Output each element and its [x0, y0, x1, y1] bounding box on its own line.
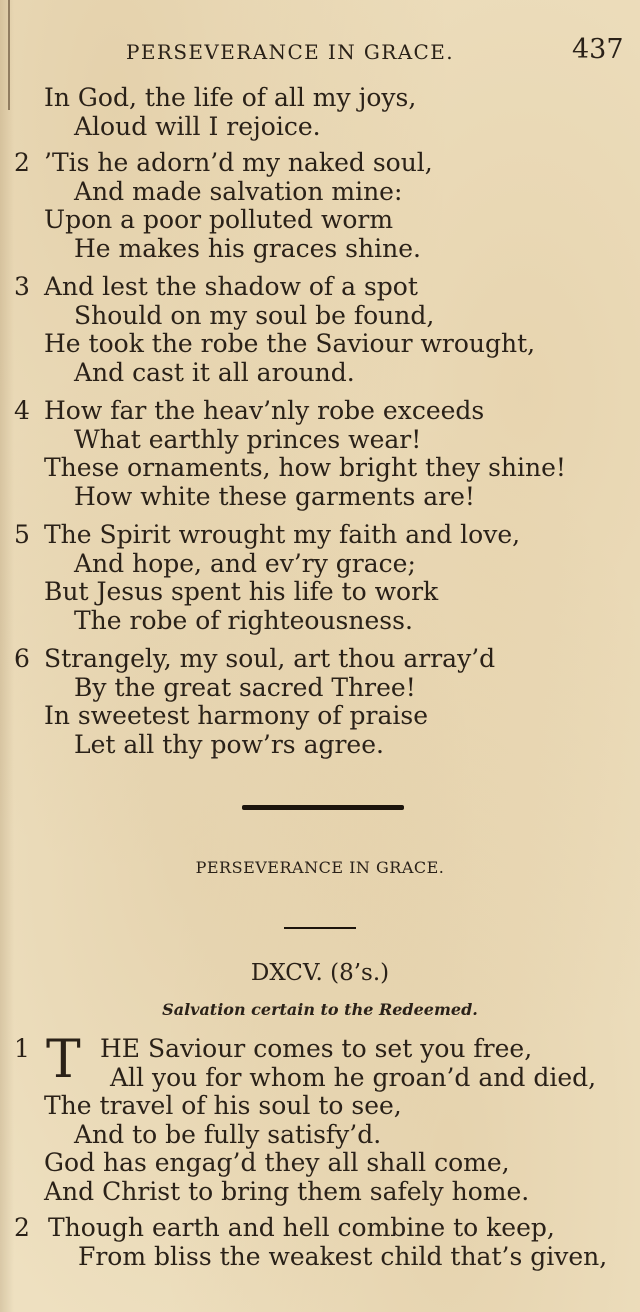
title-rule	[284, 927, 356, 929]
stanza-number: 2	[14, 1213, 30, 1242]
verse-line: The Spirit wrought my faith and love,	[44, 520, 521, 549]
stanza-number: 2	[14, 148, 30, 177]
verse-line: And lest the shadow of a spot	[44, 272, 418, 301]
verse-line: He makes his graces shine.	[74, 234, 421, 263]
verse-line: And to be fully satisfy’d.	[74, 1120, 382, 1149]
verse-line: HE Saviour comes to set you free,	[100, 1034, 533, 1063]
verse-line: ’Tis he adorn’d my naked soul,	[44, 148, 433, 177]
stanza-number: 1	[14, 1034, 30, 1063]
stanza-number: 4	[14, 396, 30, 425]
verse-line: And hope, and ev’ry grace;	[74, 549, 416, 578]
section-title: PERSEVERANCE IN GRACE.	[195, 858, 445, 877]
verse-line: The robe of righteousness.	[74, 606, 413, 635]
verse-line: The travel of his soul to see,	[44, 1091, 402, 1120]
running-title: PERSEVERANCE IN GRACE.	[126, 40, 455, 64]
hymn-number: DXCV. (8’s.)	[250, 960, 390, 986]
verse-line: Let all thy pow’rs agree.	[74, 730, 384, 759]
page-number: 437	[572, 34, 624, 65]
verse-line: God has engag’d they all shall come,	[44, 1148, 510, 1177]
page-header	[0, 34, 640, 66]
verse-line: By the great sacred Three!	[74, 673, 416, 702]
verse-line: Strangely, my soul, art thou array’d	[44, 644, 496, 673]
verse-line: All you for whom he groan’d and died,	[110, 1063, 597, 1092]
verse-line: How white these garments are!	[74, 482, 475, 511]
verse-line: In God, the life of all my joys,	[44, 83, 417, 112]
hymn-subtitle: Salvation certain to the Redeemed.	[162, 1000, 478, 1019]
verse-line: He took the robe the Saviour wrought,	[44, 329, 536, 358]
verse-line: And cast it all around.	[74, 358, 355, 387]
stanza-number: 5	[14, 520, 30, 549]
section-divider	[242, 805, 404, 810]
drop-cap: T	[46, 1030, 81, 1090]
verse-line: Though earth and hell combine to keep,	[48, 1213, 555, 1242]
verse-line: And Christ to bring them safely home.	[44, 1177, 530, 1206]
stanza-number: 3	[14, 272, 30, 301]
verse-line: In sweetest harmony of praise	[44, 701, 429, 730]
stanza-number: 6	[14, 644, 30, 673]
verse-line: From bliss the weakest child that’s given,	[78, 1242, 608, 1271]
verse-line: Aloud will I rejoice.	[74, 112, 321, 141]
verse-line: And made salvation mine:	[74, 177, 403, 206]
verse-line: These ornaments, how bright they shine!	[44, 453, 566, 482]
verse-line: How far the heav’nly robe exceeds	[44, 396, 485, 425]
verse-line: But Jesus spent his life to work	[44, 577, 439, 606]
verse-line: Upon a poor polluted worm	[44, 205, 394, 234]
verse-line: What earthly princes wear!	[74, 425, 422, 454]
verse-line: Should on my soul be found,	[74, 301, 435, 330]
